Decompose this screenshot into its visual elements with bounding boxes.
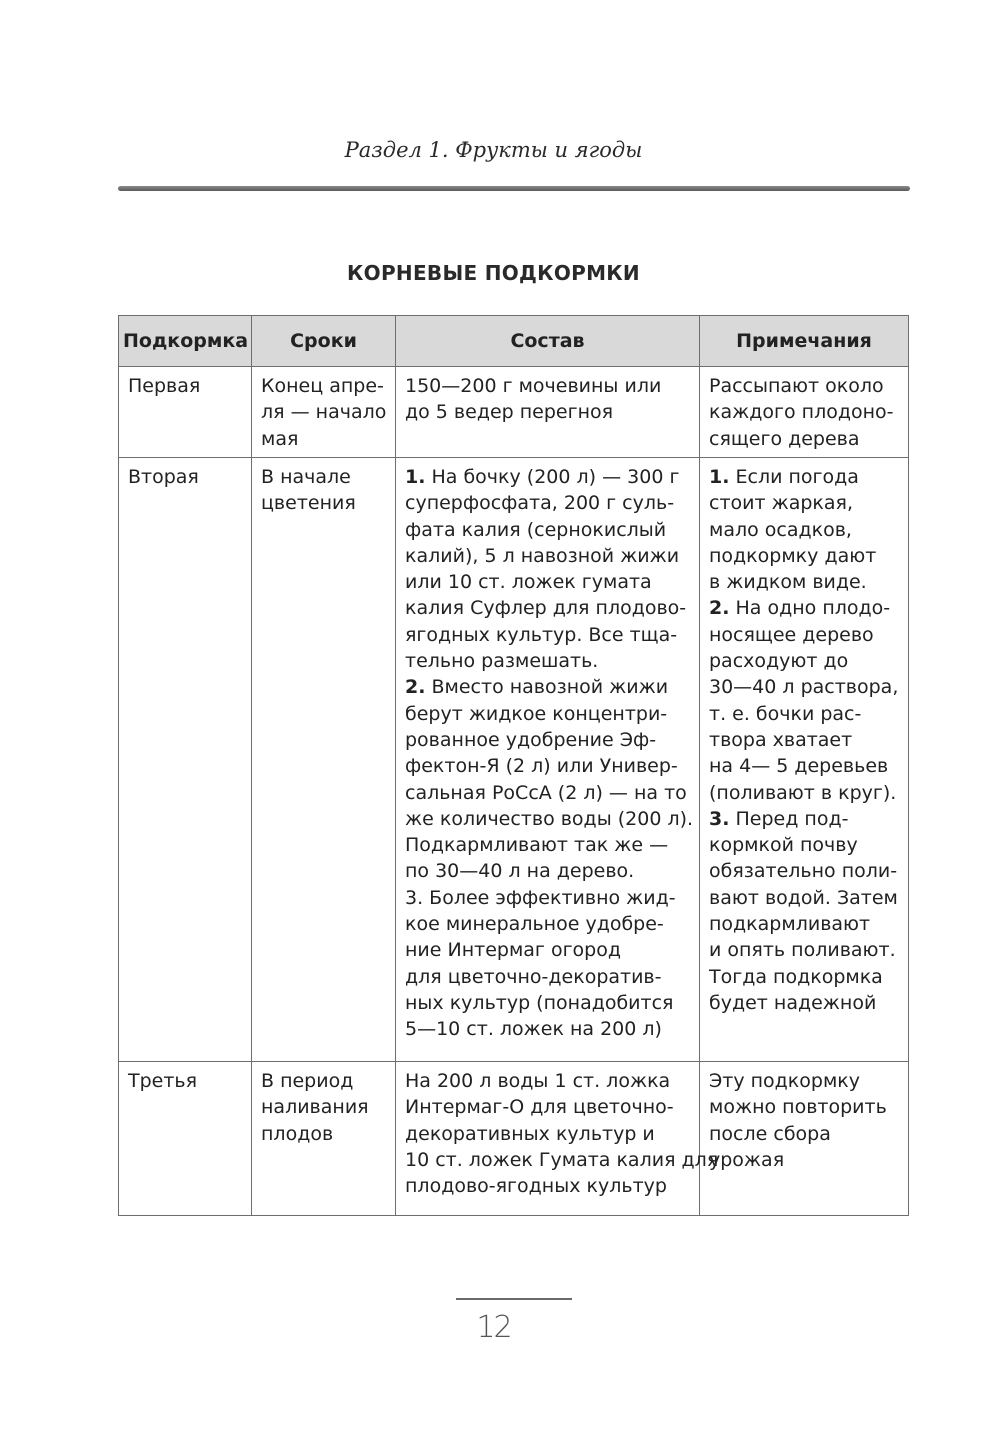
- page-number: 12: [476, 1310, 511, 1345]
- cell-feeding: Третья: [119, 1062, 252, 1216]
- table-header-row: [119, 316, 909, 367]
- cell-composition: 150—200 г мочевины или до 5 ведер перегноя: [396, 367, 700, 458]
- cell-timing: В период наливания плодов: [252, 1062, 396, 1216]
- column-header-feeding: Подкормка: [119, 316, 252, 367]
- header-rule: [118, 186, 910, 191]
- cell-timing: Конец апре- ля — начало мая: [252, 367, 396, 458]
- running-head: Раздел 1. Фрукты и ягоды: [344, 138, 643, 162]
- column-header-timing: Сроки: [252, 316, 396, 367]
- cell-feeding: Первая: [119, 367, 252, 458]
- cell-notes: Эту подкормку можно повторить после сбора урожая: [700, 1062, 909, 1216]
- column-header-composition: Состав: [396, 316, 700, 367]
- feeding-table: [118, 315, 909, 1216]
- cell-feeding: Вторая: [119, 458, 252, 1062]
- table-row: [119, 1062, 909, 1216]
- cell-composition: На 200 л воды 1 ст. ложка Интермаг-О для цветочно- декоративных культур и 10 ст. ложек Гумата калия для плодово-ягодных культур: [396, 1062, 700, 1216]
- table-row: [119, 458, 909, 1062]
- cell-timing: В начале цветения: [252, 458, 396, 1062]
- cell-composition: 1. На бочку (200 л) — 300 г суперфосфата, 200 г суль- фата калия (сернокислый калий), 5 л навозной жижи или 10 ст. ложек гумата калия Суфлер для плодово- ягодных культур. Все тща- тельно размешать. 2. Вместо навозной жижи берут жидкое концентри- рованное удобрение Эф- фектон-Я (2 л) или Универ- сальная РоСсА (2 л) — на то же количество воды (200 л). Подкармливают так же — по 30—40 л на дерево. 3. Более эффективно жид- кое минеральное удобре- ние Интермаг огород для цветочно-декоратив- ных культур (понадобится 5—10 ст. ложек на 200 л): [396, 458, 700, 1062]
- footer-rule: [456, 1298, 572, 1300]
- cell-notes: 1. Если погода стоит жаркая, мало осадков, подкормку дают в жидком виде. 2. На одно плодо- носящее дерево расходуют до 30—40 л раствора, т. е. бочки рас- твора хватает на 4— 5 деревьев (поливают в круг). 3. Перед под- кормкой почву обязательно поли- вают водой. Затем подкармливают и опять поливают. Тогда подкормка будет надежной: [700, 458, 909, 1062]
- table-row: [119, 367, 909, 458]
- cell-notes: Рассыпают около каждого плодоно- сящего дерева: [700, 367, 909, 458]
- section-title: КОРНЕВЫЕ ПОДКОРМКИ: [347, 261, 640, 285]
- column-header-notes: Примечания: [700, 316, 909, 367]
